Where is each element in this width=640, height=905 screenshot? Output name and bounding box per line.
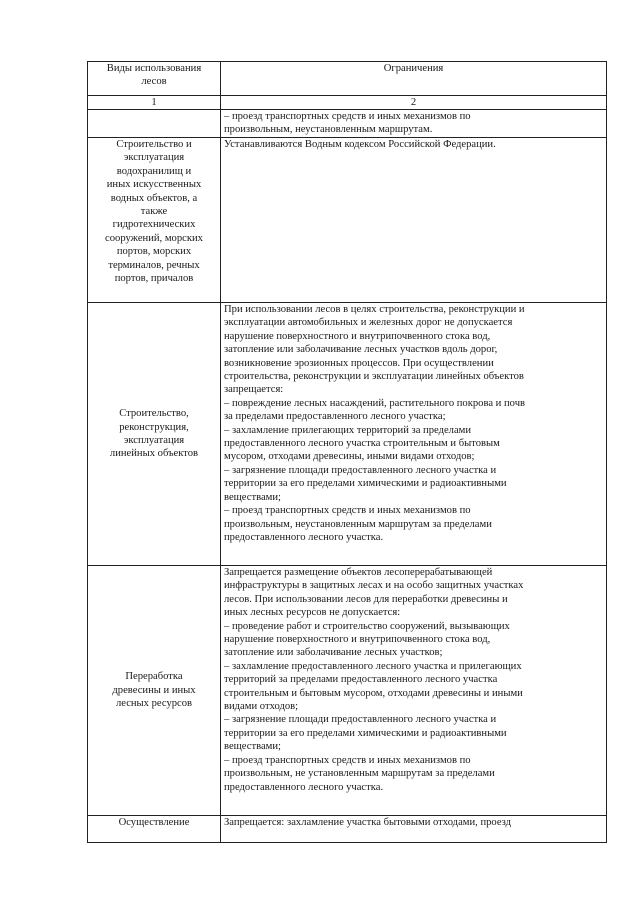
text-line: терминалов, речных: [108, 259, 200, 271]
restriction-cell: [221, 566, 607, 816]
text-line: – проезд транспортных средств и иных механизмов по: [224, 505, 471, 517]
forest-use-type-cell: [88, 110, 221, 138]
text-line: видами отходов;: [224, 701, 299, 713]
restriction-cell: [221, 303, 607, 566]
table-header-row: [88, 62, 607, 96]
text-line: эксплуатация: [123, 152, 185, 164]
column-number-1: 1: [88, 96, 221, 110]
text-line: предоставленного лесного участка строительным и бытовым: [224, 438, 500, 450]
table-row: [88, 110, 607, 138]
text-line: линейных объектов: [109, 448, 199, 460]
text-line: запрещается:: [224, 384, 284, 396]
text-line: веществами;: [224, 741, 281, 753]
text-line: реконструкция,: [119, 421, 189, 433]
restriction-cell: [221, 110, 607, 138]
text-line: эксплуатации автомобильных и железных дорог не допускается: [224, 317, 513, 329]
forest-use-restrictions-table: [87, 61, 607, 843]
text-line: – загрязнение площади предоставленного лесного участка и: [224, 464, 497, 476]
text-line: веществами;: [224, 491, 281, 503]
text-line: – проведение работ и строительство сооружений, вызывающих: [224, 620, 510, 632]
text-line: портов, морских: [116, 246, 192, 258]
text-line: Осуществление: [118, 817, 190, 828]
text-line: – захламление предоставленного лесного участка и прилегающих: [224, 660, 522, 672]
text-line: предоставленного лесного участка.: [224, 531, 384, 543]
text-line: строительства, реконструкции и эксплуатации линейных объектов: [224, 371, 524, 383]
text-line: лесов. При использовании лесов для переработки древесины и: [224, 593, 508, 605]
table-row: [88, 566, 607, 816]
text-line: Переработка: [125, 671, 183, 683]
restriction-cell: [221, 816, 607, 843]
text-line: нарушение поверхностного и внутрипочвенного стока вод,: [224, 634, 491, 646]
text-line: При использовании лесов в целях строительства, реконструкции и: [224, 304, 525, 315]
table-row: [88, 138, 607, 303]
forest-use-type-cell: [88, 138, 221, 303]
text-line: Строительство и: [116, 139, 192, 150]
text-line: Запрещается размещение объектов лесоперерабатывающей: [224, 567, 493, 578]
header-restrictions: Ограничения: [221, 62, 607, 96]
text-line: мусором, отходами древесины, иными видами отходов;: [224, 451, 475, 463]
text-line: древесины и иных: [112, 684, 196, 696]
restriction-cell: [221, 138, 607, 303]
text-line: также: [140, 206, 168, 218]
text-line: иных искусственных: [106, 179, 202, 191]
text-line: произвольным, не установленным маршрутам за пределами: [224, 768, 495, 780]
text-line: затопление или заболачивание лесных участков;: [224, 647, 443, 659]
text-line: за пределами предоставленного лесного участка;: [224, 411, 446, 423]
text-line: инфраструктуры в защитных лесах и на особо защитных участках: [224, 580, 524, 592]
text-line: предоставленного лесного участка.: [224, 781, 384, 793]
text-line: водохранилищ и: [116, 165, 192, 177]
text-line: – захламление прилегающих территорий за пределами: [224, 424, 472, 436]
text-line: возникновение эрозионных процессов. При осуществлении: [224, 357, 494, 369]
text-line: территории за его пределами химическими и радиоактивными: [224, 478, 507, 490]
text-line: нарушение поверхностного и внутрипочвенного стока вод,: [224, 330, 491, 342]
table-row: [88, 816, 607, 843]
text-line: водных объектов, а: [110, 192, 198, 204]
column-number-row: [88, 96, 607, 110]
text-line: произвольным, неустановленным маршрутам за пределами: [224, 518, 492, 530]
text-line: Устанавливаются Водным кодексом Российской Федерации.: [224, 139, 496, 150]
column-number-2: 2: [221, 96, 607, 110]
table-row: [88, 303, 607, 566]
text-line: лесных ресурсов: [115, 698, 193, 710]
text-line: – проезд транспортных средств и иных механизмов по: [224, 111, 471, 122]
forest-use-type-cell: [88, 566, 221, 816]
text-line: произвольным, неустановленным маршрутам.: [224, 124, 433, 136]
text-line: – загрязнение площади предоставленного лесного участка и: [224, 714, 497, 726]
forest-use-type-cell: [88, 816, 221, 843]
text-line: иных лесных ресурсов не допускается:: [224, 607, 401, 619]
header-line: лесов: [141, 76, 167, 87]
text-line: гидротехнических: [112, 219, 196, 231]
text-line: эксплуатация: [123, 435, 185, 446]
text-line: – проезд транспортных средств и иных механизмов по: [224, 754, 471, 766]
header-line: Виды использования: [106, 63, 202, 74]
text-line: территорий за пределами предоставленного лесного участка: [224, 674, 498, 686]
text-line: территории за его пределами химическими и радиоактивными: [224, 727, 507, 739]
text-line: – повреждение лесных насаждений, растительного покрова и почв: [224, 397, 526, 409]
text-line: Запрещается: захламление участка бытовыми отходами, проезд: [224, 817, 512, 828]
text-line: сооружений, морских: [105, 232, 203, 244]
text-line: портов, причалов: [114, 273, 194, 285]
text-line: затопление или заболачивание лесных участков вдоль дорог,: [224, 344, 498, 356]
header-forest-use-types: [88, 62, 221, 96]
text-line: Строительство,: [119, 408, 189, 420]
forest-use-type-cell: [88, 303, 221, 566]
text-line: строительным и бытовым мусором, отходами древесины и иными: [224, 687, 523, 699]
